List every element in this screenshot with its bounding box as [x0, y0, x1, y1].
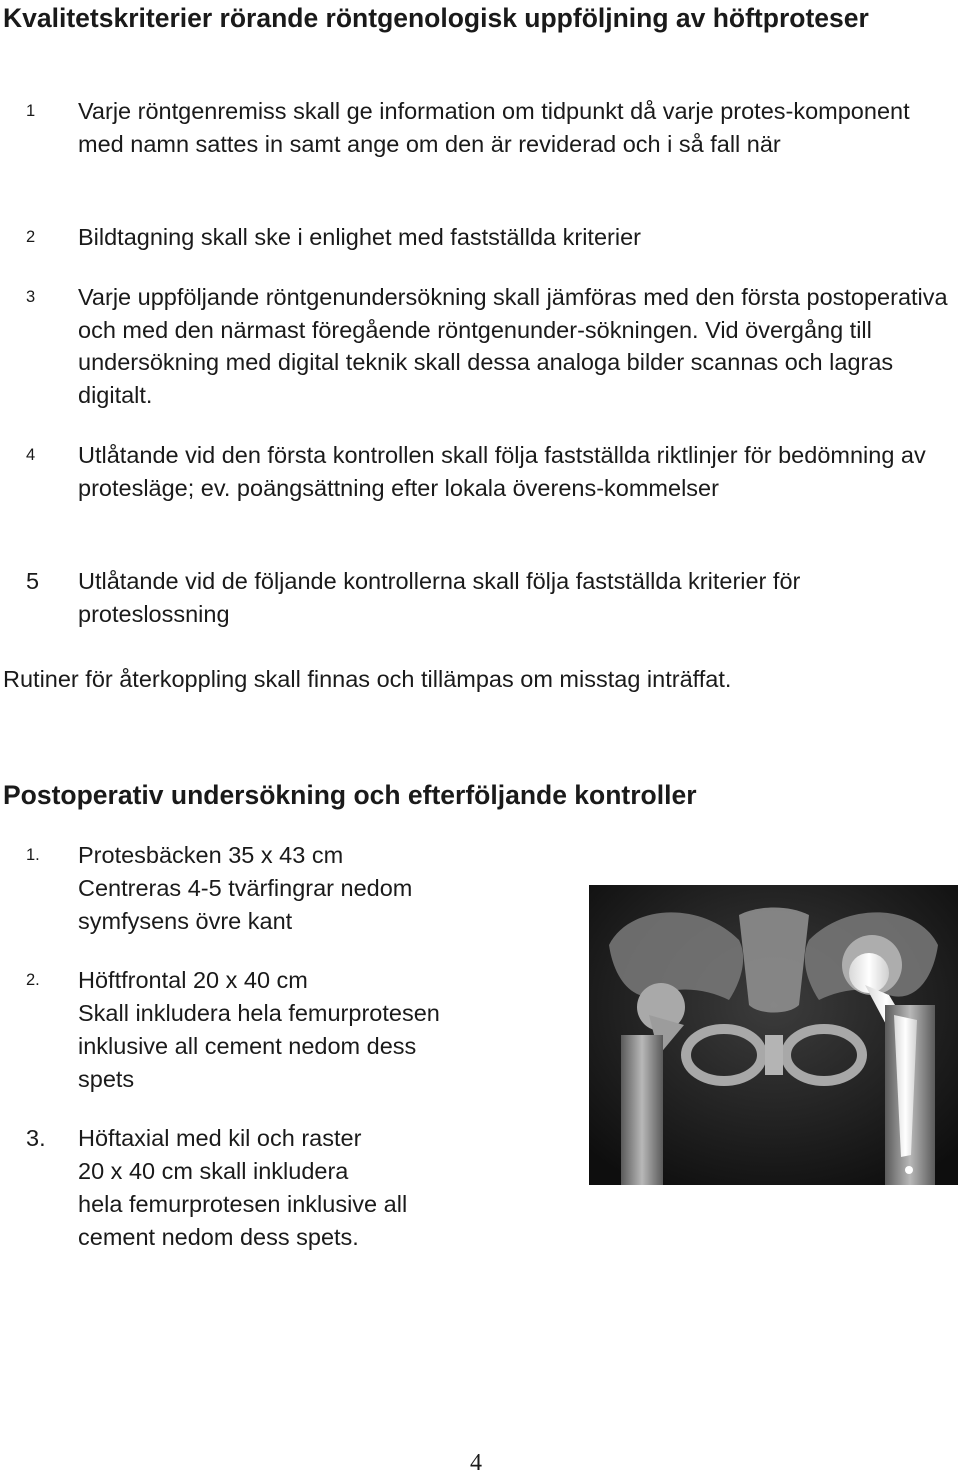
step-number: 2.	[26, 971, 40, 989]
step-line: cement nedom dess spets.	[78, 1224, 359, 1250]
criterion-number: 5	[26, 568, 40, 594]
page-number: 4	[470, 1450, 482, 1476]
step-line: Skall inkludera hela femurprotesen	[78, 1000, 440, 1026]
criterion-number: 2	[26, 228, 36, 246]
hip-xray-image	[589, 885, 958, 1185]
step-line: hela femurprotesen inklusive all	[78, 1191, 408, 1217]
step-text	[78, 964, 558, 1096]
step-line: Protesbäcken 35 x 43 cm	[78, 842, 344, 868]
criterion-text: Utlåtande vid den första kontrollen skall följa fastställda riktlinjer för bedömning av protesläge; ev. poängsättning efter lokala överens-kommelser	[78, 442, 926, 501]
step-number: 1.	[26, 846, 40, 864]
step-line: inklusive all cement nedom dess	[78, 1033, 417, 1059]
section-heading: Postoperativ undersökning och efterföljande kontroller	[3, 780, 697, 810]
document-title: Kvalitetskriterier rörande röntgenologisk uppföljning av höftproteser	[3, 3, 869, 33]
step-line: spets	[78, 1066, 135, 1092]
criterion-text: Bildtagning skall ske i enlighet med fastställda kriterier	[78, 224, 641, 250]
criterion-number: 1	[26, 102, 36, 120]
criterion-text: Varje uppföljande röntgenundersökning skall jämföras med den första postoperativa och med den närmast föregående röntgenunder-sökningen. Vid övergång till undersökning med digital teknik skall dessa analoga bilder scannas och lagras digitalt.	[78, 284, 948, 408]
criterion-number: 4	[26, 446, 36, 464]
routine-paragraph: Rutiner för återkoppling skall finnas och tillämpas om misstag inträffat.	[3, 666, 732, 692]
criterion-text: Varje röntgenremiss skall ge information om tidpunkt då varje protes-komponent med namn sattes in samt ange om den är reviderad och i så fall när	[78, 98, 910, 157]
step-line: symfysens övre kant	[78, 908, 293, 934]
step-line: Höftfrontal 20 x 40 cm	[78, 967, 308, 993]
step-number: 3.	[26, 1125, 46, 1151]
step-line: 20 x 40 cm skall inkludera	[78, 1158, 349, 1184]
criterion-text: Utlåtande vid de följande kontrollerna skall följa fastställda kriterier för proteslossning	[78, 568, 801, 627]
step-text	[78, 839, 558, 938]
step-text	[78, 1122, 558, 1254]
criterion-number: 3	[26, 288, 36, 306]
step-line: Höftaxial med kil och raster	[78, 1125, 362, 1151]
step-line: Centreras 4-5 tvärfingrar nedom	[78, 875, 413, 901]
